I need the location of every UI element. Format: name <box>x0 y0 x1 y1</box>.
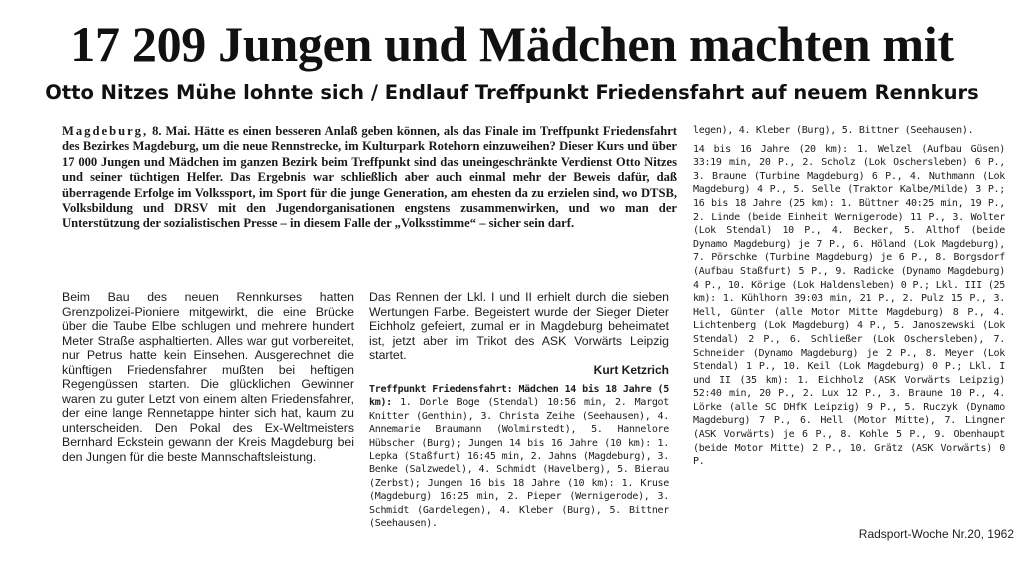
results-label: Treffpunkt Friedensfahrt: Mädchen 14 bis 18 Jahre (5 km): <box>369 384 669 409</box>
article-column-3 <box>693 124 1005 474</box>
lead-text: 8. Mai. Hätte es einen besseren Anlaß geben können, als das Finale im Treffpunkt Friedensfahrt des Bezirkes Magdeburg, um die neue Rennstrecke, im Kulturpark Rotehorn einzuweihen? Dieser Kurs und über 17 000 Jungen und Mädchen im ganzen Bezirk beim Treffpunkt sind das uneingeschränkte Verdienst Otto Nitzes und seiner tüchtigen Helfer. Das Ergebnis war schließlich aber auch einmal mehr der Beweis dafür, daß überragende Erfolge im Volkssport, im Sport für die junge Generation, am ehesten da zu erzielen sind, wo DTSB, Volksbildung und DRSV mit den Jugendorganisationen engstens zusammenwirken, und wo man der Unterstützung der sozialistischen Presse – in diesem Falle der „Volksstimme“ – sicher sein darf. <box>62 124 677 231</box>
subheadline: Otto Nitzes Mühe lohnte sich / Endlauf Treffpunkt Friedensfahrt auf neuem Rennkurs <box>45 81 979 104</box>
results-column-3-main: 14 bis 16 Jahre (20 km): 1. Welzel (Aufbau Güsen) 33:19 min, 20 P., 2. Scholz (Lok Oschersleben) 6 P., 3. Braune (Turbine Magdeburg) 6 P., 4. Nuthmann (Lok Magdeburg) 4 P., 5. Selle (Traktor Kalbe/Milde) 3 P.; 16 bis 18 Jahre (25 km): 1. Büttner 40:25 min, 19 P., 2. Linde (beide Einheit Wernigerode) 11 P., 3. Wolter (Lok Stendal) 10 P., 4. Becker, 5. Althof (beide Dynamo Magdeburg) je 7 P., 6. Höland (Lok Magdeburg), 7. Pörschke (Turbine Magdeburg) je 6 P., 8. Borgsdorf (Aufbau Staßfurt) 5 P., 9. Radicke (Dynamo Magdeburg) 4 P., 10. Körige (Lok Haldensleben) 0 P.; Lkl. III (25 km): 1. Kühlhorn 39:03 min, 21 P., 2. Pulz 15 P., 3. Hell, Günter (alle Motor Mitte Magdeburg) 8 P., 4. Lichtenberg (Lok Magdeburg) 4 P., 5. Janoszewski (Lok Stendal) 2 P., 6. Schließer (Lok Oschersleben), 7. Schneider (Dynamo Magdeburg) je 2 P., 8. Meyer (Lok Stendal) 1 P., 10. Keil (Lok Magdeburg) 0 P.; Lkl. I und II (35 km): 1. Eichholz (ASK Vorwärts Leipzig) 52:40 min, 20 P., 2. Lux 12 P., 3. Braune 10 P., 4. Lörke (alle SC DHfK Leipzig) 9 P., 5. Ruczyk (Dynamo Magdeburg) 7 P., 6. Hell (Motor Mitte), 7. Lingner (ASK Vorwärts) je 6 P., 8. Kohle 5 P., 9. Obenhaupt (beide Motor Mitte) 2 P., 10. Grätz (ASK Vorwärts) 0 P. <box>693 143 1005 468</box>
headline: 17 209 Jungen und Mädchen machten mit <box>70 16 954 72</box>
results-column-3-continued: legen), 4. Kleber (Burg), 5. Bittner (Seehausen). <box>693 125 974 136</box>
article-column-1: Beim Bau des neuen Rennkurses hatten Grenzpolizei-Pioniere mitgewirkt, die eine Brücke über die Taube Elbe schlugen und mehrere hundert Meter Straße asphaltierten. Alles war gut vorbereitet, nur Petrus hatte kein Einsehen. Ausgerechnet die künftigen Friedensfahrer mußten bei heftigen Regengüssen starten. Die glücklichen Gewinner waren zu guter Letzt von einem alten Friedensfahrer, der eine lange Rennetappe hinter sich hat, kaum zu unterscheiden. Den Pokal des Ex-Weltmeisters Bernhard Eckstein gewann der Kreis Magdeburg bei den Jungen für die beste Mannschaftsleistung. <box>62 290 354 464</box>
source-credit: Radsport-Woche Nr.20, 1962 <box>858 527 1014 541</box>
lead-paragraph <box>62 124 677 232</box>
author-name: Kurt Ketzrich <box>593 362 669 377</box>
lead-dateline: Magdeburg, <box>62 124 149 138</box>
results-column-2 <box>369 383 669 530</box>
article-column-2 <box>369 290 669 530</box>
column-2-paragraph: Das Rennen der Lkl. I und II erhielt durch die sieben Wertungen Farbe. Begeistert wurde der Sieger Dieter Eichholz gefeiert, zumal er in Magdeburg beheimatet ist, jetzt aber im Trikot des ASK Vorwärts Leipzig startet. <box>369 290 669 362</box>
results-text: 1. Dorle Boge (Stendal) 10:56 min, 2. Margot Knitter (Genthin), 3. Christa Zeihe (Seehausen), 4. Annemarie Braumann (Wolmirstedt), 5. Hannelore Hübscher (Burg); Jungen 14 bis 16 Jahre (10 km): 1. Lepka (Staßfurt) 16:45 min, 2. Jahns (Magdeburg), 3. Benke (Salzwedel), 4. Schmidt (Havelberg), 5. Bierau (Zerbst); Jungen 16 bis 18 Jahre (10 km): 1. Kruse (Magdeburg) 16:25 min, 2. Pieper (Wernigerode), 3. Schmidt (Gardelegen), 4. Kleber (Burg), 5. Bittner (Seehausen). <box>369 397 669 530</box>
